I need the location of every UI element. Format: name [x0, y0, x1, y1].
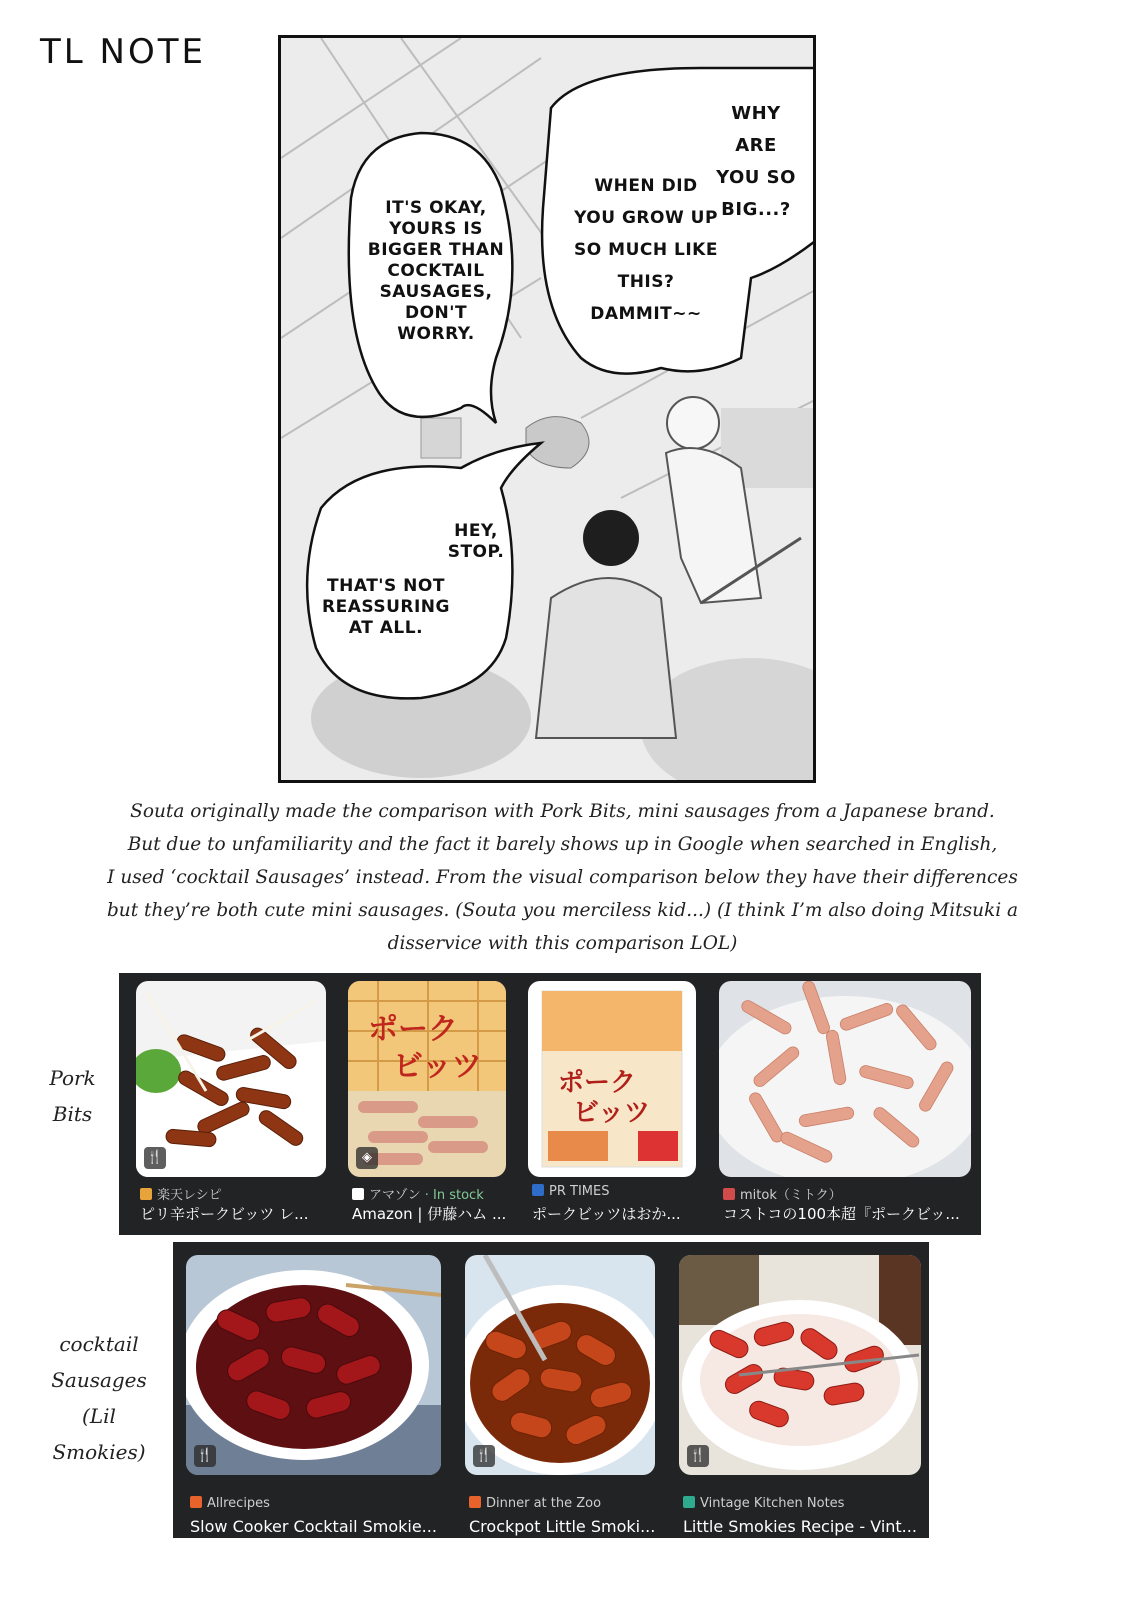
- result-source[interactable]: アマゾン · In stock: [352, 1184, 484, 1203]
- cocktail-sausages-image-results: [173, 1242, 929, 1538]
- svg-text:ビッツ: ビッツ: [573, 1098, 650, 1128]
- result-thumbnail[interactable]: [348, 981, 506, 1177]
- result-thumbnail[interactable]: [679, 1255, 921, 1475]
- result-source[interactable]: 楽天レシピ: [140, 1184, 222, 1203]
- result-caption[interactable]: Slow Cooker Cocktail Smokie...: [190, 1517, 437, 1536]
- tl-note-paragraph: [60, 795, 1065, 960]
- note-line: disservice with this comparison LOL): [387, 933, 738, 954]
- page-title: TL NOTE: [40, 32, 206, 72]
- svg-text:ポーク: ポーク: [558, 1068, 637, 1098]
- favicon-icon: [723, 1188, 735, 1200]
- svg-text:ビッツ: ビッツ: [393, 1049, 482, 1084]
- result-thumbnail[interactable]: [136, 981, 326, 1177]
- speech-bubble-its-okay: IT'S OKAY, YOURS IS BIGGER THAN COCKTAIL SAUSAGES, DON'T WORRY.: [367, 198, 505, 344]
- favicon-icon: [532, 1184, 544, 1196]
- fork-knife-icon: 🍴: [194, 1445, 216, 1467]
- result-thumbnail[interactable]: [719, 981, 971, 1177]
- result-caption[interactable]: Crockpot Little Smoki...: [469, 1517, 655, 1536]
- result-caption[interactable]: ポークビッツはおか...: [532, 1205, 681, 1223]
- pork-bits-image-results: [119, 973, 981, 1235]
- favicon-icon: [190, 1496, 202, 1508]
- result-source[interactable]: Allrecipes: [190, 1496, 270, 1511]
- result-thumbnail[interactable]: [465, 1255, 655, 1475]
- speech-bubble-why-big: WHY ARE YOU SO BIG...?: [716, 103, 796, 220]
- note-line: but they’re both cute mini sausages. (Souta you merciless kid...) (I think I’m also doing Mitsuki a: [106, 900, 1019, 921]
- speech-bubble-not-reassuring: THAT'S NOT REASSURING AT ALL.: [322, 576, 450, 638]
- result-source[interactable]: mitok（ミトク）: [723, 1184, 842, 1203]
- pork-bits-label: Pork Bits: [49, 1066, 96, 1126]
- manga-panel: [278, 35, 816, 783]
- note-line: But due to unfamiliarity and the fact it barely shows up in Google when searched in English,: [127, 834, 998, 855]
- favicon-icon: [683, 1496, 695, 1508]
- result-source[interactable]: Vintage Kitchen Notes: [683, 1496, 844, 1511]
- favicon-icon: [352, 1188, 364, 1200]
- favicon-icon: [140, 1188, 152, 1200]
- fork-knife-icon: 🍴: [687, 1445, 709, 1467]
- result-caption[interactable]: ピリ辛ポークビッツ レ...: [140, 1205, 309, 1223]
- tag-icon: ◈: [356, 1147, 378, 1169]
- result-caption[interactable]: コストコの100本超『ポークビッ...: [723, 1205, 960, 1223]
- result-caption[interactable]: Little Smokies Recipe - Vint...: [683, 1517, 917, 1536]
- svg-text:ポーク: ポーク: [368, 1012, 458, 1047]
- result-source[interactable]: PR TIMES: [532, 1184, 609, 1199]
- result-source[interactable]: Dinner at the Zoo: [469, 1496, 601, 1511]
- note-line: I used ‘cocktail Sausages’ instead. From the visual comparison below they have their differences: [107, 867, 1018, 888]
- speech-bubble-when-grow: WHEN DID YOU GROW UP SO MUCH LIKE THIS? DAMMIT~~: [574, 176, 718, 324]
- cocktail-sausages-label: cocktail Sausages (Lil Smokies): [51, 1332, 147, 1464]
- result-thumbnail[interactable]: [186, 1255, 441, 1475]
- note-line: Souta originally made the comparison with Pork Bits, mini sausages from a Japanese brand.: [130, 801, 995, 822]
- result-thumbnail[interactable]: [528, 981, 696, 1177]
- result-caption[interactable]: Amazon | 伊藤ハム ...: [352, 1205, 506, 1223]
- speech-bubble-hey-stop: HEY, STOP.: [447, 521, 505, 562]
- fork-knife-icon: 🍴: [144, 1147, 166, 1169]
- fork-knife-icon: 🍴: [473, 1445, 495, 1467]
- favicon-icon: [469, 1496, 481, 1508]
